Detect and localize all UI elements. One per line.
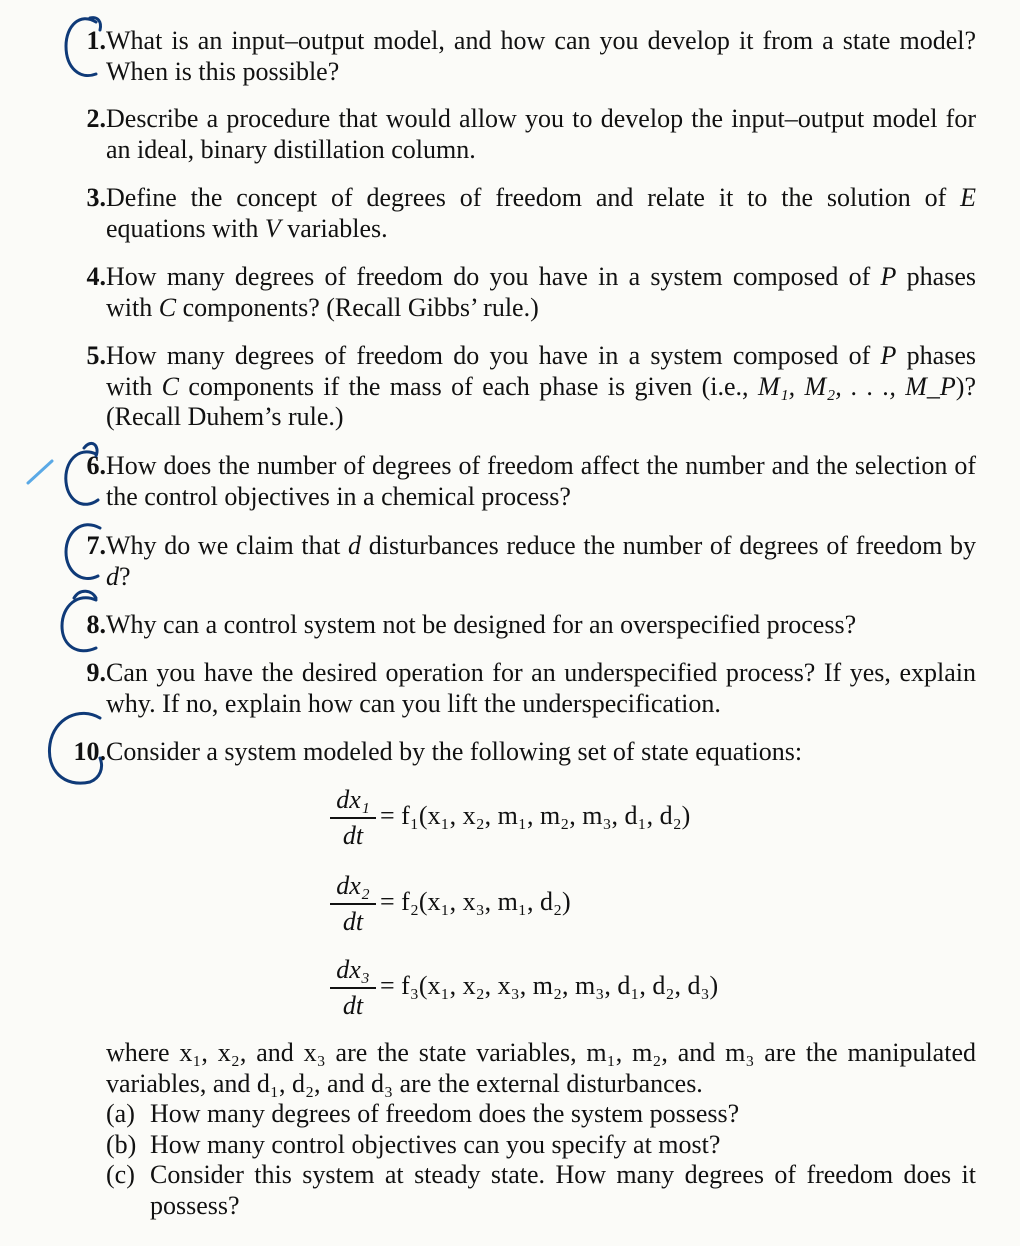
question-4 bbox=[60, 262, 976, 323]
question-number: 4. bbox=[86, 262, 106, 291]
question-number: 2. bbox=[86, 104, 106, 133]
question-text: How many degrees of freedom do you have in a system composed of P phases with C components? (Recall Gibbs’ rule.) bbox=[106, 262, 976, 322]
derivative-fraction bbox=[330, 785, 376, 851]
question-2 bbox=[60, 104, 976, 165]
fraction-bar bbox=[330, 987, 376, 989]
question-text: Why do we claim that d disturbances reduce the number of degrees of freedom by d? bbox=[106, 531, 976, 591]
question-5 bbox=[60, 341, 976, 433]
check-tick-mark bbox=[28, 461, 52, 483]
subpart-label: (b) bbox=[106, 1129, 137, 1159]
question-10 bbox=[60, 737, 976, 768]
question-text: What is an input–output model, and how can you develop it from a state model? When is this possible? bbox=[106, 26, 976, 86]
subpart-text: How many degrees of freedom does the system possess? bbox=[150, 1099, 740, 1128]
numerator: dx₂ bbox=[336, 871, 370, 900]
question-number: 1. bbox=[86, 26, 106, 55]
question-1 bbox=[60, 26, 976, 87]
equation-rhs: = f₂(x₁, x₃, m₁, d₂) bbox=[380, 887, 571, 916]
variable-explanation: where x₁, x₂, and x₃ are the state variables, m₁, m₂, and m₃ are the manipulated variables, and d₁, d₂, and d₃ are the external disturbances. bbox=[106, 1038, 976, 1098]
subpart-text: Consider this system at steady state. How many degrees of freedom does it possess? bbox=[150, 1160, 976, 1220]
equation-rhs: = f₁(x₁, x₂, m₁, m₂, m₃, d₁, d₂) bbox=[380, 801, 691, 830]
subpart-label: (c) bbox=[106, 1160, 135, 1189]
question-number: 6. bbox=[86, 451, 106, 480]
question-3 bbox=[60, 183, 976, 244]
question-number: 9. bbox=[86, 658, 106, 687]
question-text: Define the concept of degrees of freedom and relate it to the solution of E equations with V variables. bbox=[106, 183, 976, 243]
equation-rhs: = f₃(x₁, x₂, x₃, m₂, m₃, d₁, d₂, d₃) bbox=[380, 971, 719, 1000]
subpart-label: (a) bbox=[106, 1099, 135, 1128]
subpart-a bbox=[106, 1099, 976, 1130]
subpart-c bbox=[106, 1160, 976, 1221]
question-10-body bbox=[106, 1038, 976, 1221]
question-text: How many degrees of freedom do you have in a system composed of P phases with C components if the mass of each phase is given (i.e., M₁, M₂, . . ., M_P)? (Recall Duhem’s rule.) bbox=[106, 341, 976, 431]
question-text: How does the number of degrees of freedom affect the number and the selection of the control objectives in a chemical process? bbox=[106, 451, 976, 511]
subpart-b bbox=[106, 1130, 976, 1161]
question-7 bbox=[60, 531, 976, 592]
question-number: 8. bbox=[86, 610, 106, 639]
question-number: 3. bbox=[86, 183, 106, 212]
fraction-bar bbox=[330, 903, 376, 905]
denominator: dt bbox=[342, 907, 364, 936]
derivative-fraction bbox=[330, 871, 376, 937]
denominator: dt bbox=[342, 991, 364, 1020]
question-number: 10. bbox=[73, 737, 106, 766]
question-number: 7. bbox=[86, 531, 106, 560]
denominator: dt bbox=[342, 821, 364, 850]
derivative-fraction bbox=[330, 955, 376, 1021]
subpart-text: How many control objectives can you specify at most? bbox=[150, 1129, 721, 1159]
question-8 bbox=[60, 610, 976, 641]
question-6 bbox=[60, 451, 976, 512]
question-text: Consider a system modeled by the following set of state equations: bbox=[106, 737, 803, 766]
numerator: dx₁ bbox=[336, 785, 370, 814]
numerator: dx₃ bbox=[336, 955, 370, 984]
question-text: Describe a procedure that would allow you to develop the input–output model for an ideal, binary distillation column. bbox=[106, 104, 976, 164]
question-text: Why can a control system not be designed for an overspecified process? bbox=[106, 610, 857, 639]
question-number: 5. bbox=[86, 341, 106, 370]
fraction-bar bbox=[330, 817, 376, 819]
question-9 bbox=[60, 658, 976, 719]
question-text: Can you have the desired operation for an underspecified process? If yes, explain why. If no, explain how can you lift the underspecification. bbox=[106, 658, 976, 718]
